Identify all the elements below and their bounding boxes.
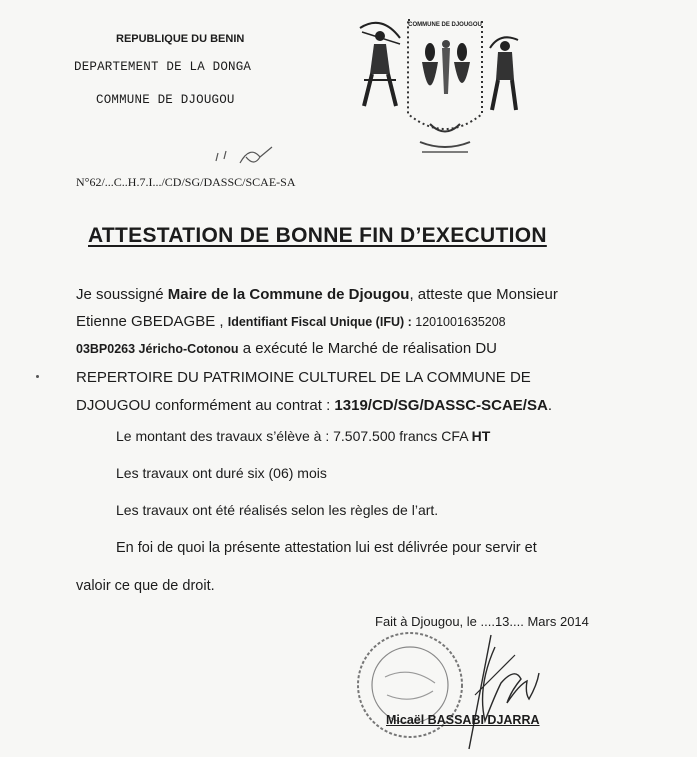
reference-number: N°62/...C..H.7.I.../CD/SG/DASSC/SCAE-SA (76, 175, 296, 189)
signature-icon (455, 625, 545, 755)
margin-mark (36, 375, 39, 378)
duration-line: Les travaux ont duré six (06) mois (116, 465, 327, 481)
header-department: DEPARTEMENT DE LA DONGA (74, 60, 252, 74)
mayor-title: Maire de la Commune de Djougou (167, 286, 410, 303)
body-line-4: REPERTOIRE DU PATRIMOINE CULTUREL DE LA COMMUNE DE (76, 369, 531, 386)
rules-line: Les travaux ont été réalisés selon les règles de l’art. (116, 502, 439, 518)
body-text: Je soussigné (76, 286, 168, 303)
contract-number: 1319/CD/SG/DASSC-SCAE/SA (334, 397, 548, 414)
header-commune: COMMUNE DE DJOUGOU (96, 93, 235, 107)
coat-of-arms-icon (350, 14, 520, 159)
body-text: , atteste que Monsieur (409, 286, 558, 303)
amount-ht: HT (471, 428, 491, 444)
amount-text: Le montant des travaux s’élève à : 7.507.500 francs CFA (116, 428, 472, 444)
contractor-address: 03BP0263 Jéricho-Cotonou (76, 342, 239, 356)
ifu-number: 1201001635208 (415, 315, 506, 329)
amount-line (116, 429, 490, 443)
document-title: ATTESTATION DE BONNE FIN D’EXECUTION (88, 224, 547, 247)
body-line-2 (76, 314, 506, 329)
body-line-3 (76, 341, 497, 356)
signatory-name: Micaël BASSABI DJARRA (386, 713, 540, 727)
body-text: DJOUGOU conformément au contrat : (76, 397, 335, 414)
ifu-label: Identifiant Fiscal Unique (IFU) : (227, 315, 416, 329)
emblem-text: COMMUNE DE DJOUGOU (408, 22, 482, 28)
closing-line-1: En foi de quoi la présente attestation lui est délivrée pour servir et (116, 540, 537, 556)
closing-line-2: valoir ce que de droit. (76, 578, 215, 594)
body-text: a exécuté le Marché de réalisation DU (238, 340, 498, 357)
reference-scribble-icon (210, 143, 280, 173)
body-text: . (547, 397, 552, 414)
contractor-name: Etienne GBEDAGBE , (76, 313, 228, 330)
body-line-1 (76, 287, 558, 302)
place-date: Fait à Djougou, le ....13.... Mars 2014 (375, 614, 589, 629)
body-line-5 (76, 398, 552, 413)
header-republic: REPUBLIQUE DU BENIN (116, 33, 245, 45)
